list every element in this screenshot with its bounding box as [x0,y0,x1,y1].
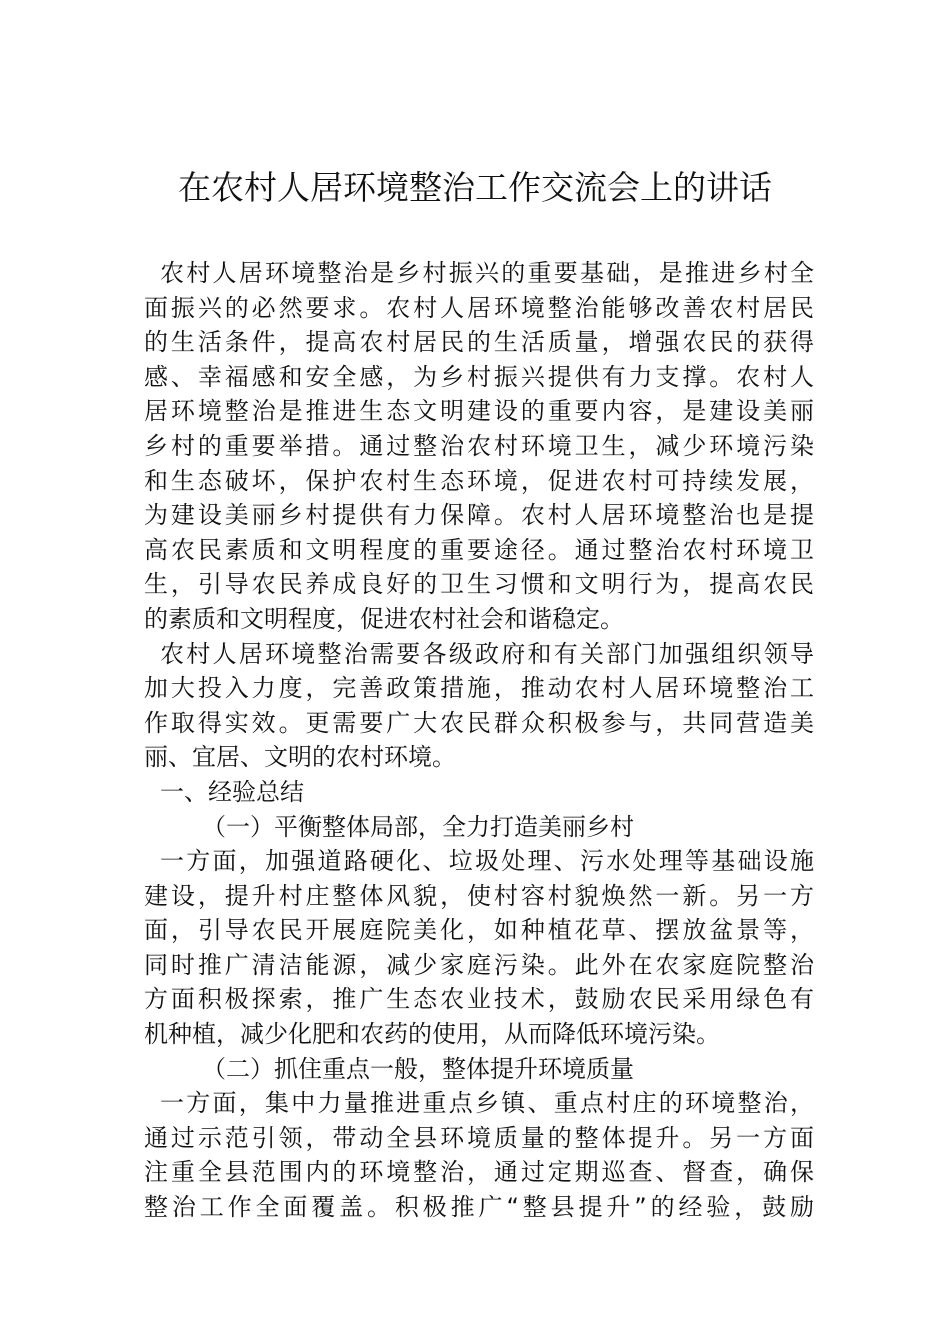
text-line: 感、幸福感和安全感，为乡村振兴提供有力支撑。农村人 [144,362,814,391]
text-line: 一方面，集中力量推进重点乡镇、重点村庄的环境整治， [160,1089,814,1118]
text-line: 生，引导农民养成良好的卫生习惯和文明行为，提高农民 [144,570,814,599]
text-line: 一、经验总结 [160,777,304,806]
text-line: （一）平衡整体局部，全力打造美丽乡村 [202,812,634,841]
text-line: 机种植，减少化肥和农药的使用，从而降低环境污染。 [144,1020,720,1049]
text-line: 整治工作全面覆盖。积极推广“整县提升”的经验，鼓励 [144,1193,814,1222]
text-line: 的生活条件，提高农村居民的生活质量，增强农民的获得 [144,328,814,357]
text-line: 面，引导农民开展庭院美化，如种植花草、摆放盆景等， [144,916,814,945]
document-body [144,256,814,1225]
text-line: 居环境整治是推进生态文明建设的重要内容，是建设美丽 [144,397,814,426]
text-line: 的素质和文明程度，促进农村社会和谐稳定。 [144,604,624,633]
text-line: 和生态破坏，保护农村生态环境，促进农村可持续发展， [144,466,814,495]
text-line: 通过示范引领，带动全县环境质量的整体提升。另一方面 [144,1123,814,1152]
text-line: 高农民素质和文明程度的重要途径。通过整治农村环境卫 [144,535,814,564]
text-line: 作取得实效。更需要广大农民群众积极参与，共同营造美 [144,708,814,737]
text-line: 为建设美丽乡村提供有力保障。农村人居环境整治也是提 [144,501,814,530]
document-title: 在农村人居环境整治工作交流会上的讲话 [178,168,772,207]
text-line: 面振兴的必然要求。农村人居环境整治能够改善农村居民 [144,293,814,322]
text-line: 一方面，加强道路硬化、垃圾处理、污水处理等基础设施 [160,847,814,876]
text-line: 同时推广清洁能源，减少家庭污染。此外在农家庭院整治 [144,950,814,979]
text-line: 农村人居环境整治是乡村振兴的重要基础，是推进乡村全 [160,259,814,287]
text-line: 建设，提升村庄整体风貌，使村容村貌焕然一新。另一方 [144,881,814,910]
text-line: 农村人居环境整治需要各级政府和有关部门加强组织领导 [160,639,814,668]
text-line: 方面积极探索，推广生态农业技术，鼓励农民采用绿色有 [144,985,814,1014]
text-line: 乡村的重要举措。通过整治农村环境卫生，减少环境污染 [144,431,814,460]
text-line: 注重全县范围内的环境整治，通过定期巡查、督查，确保 [144,1158,814,1187]
text-line: 加大投入力度，完善政策措施，推动农村人居环境整治工 [144,674,814,703]
text-line: 丽、宜居、文明的农村环境。 [144,743,456,772]
text-line: （二）抓住重点一般，整体提升环境质量 [202,1054,634,1083]
